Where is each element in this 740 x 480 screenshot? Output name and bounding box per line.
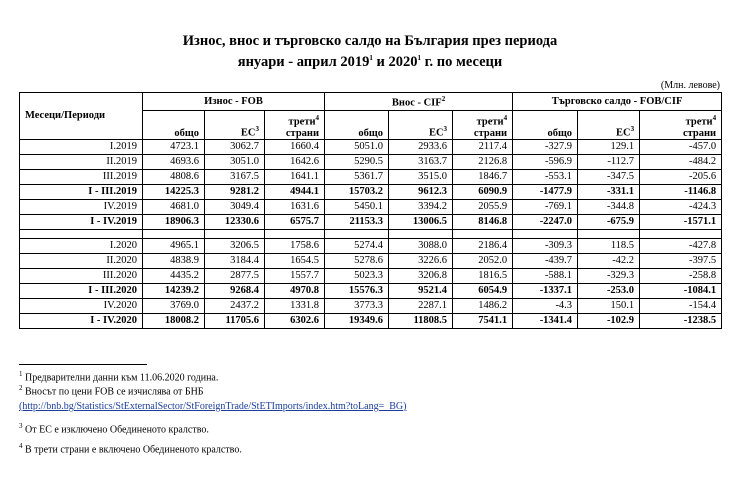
- header-row-label: Месеци/Периоди: [20, 93, 143, 140]
- header-import-sup: 2: [441, 95, 446, 103]
- footnote-3: [19, 420, 209, 436]
- table-cell: 6090.9: [453, 184, 513, 199]
- subheader-third-text-1: трети: [685, 116, 713, 128]
- table-cell: -344.8: [578, 199, 640, 214]
- table-cell: 6302.6: [265, 313, 325, 328]
- table-cell: 4723.1: [143, 139, 205, 154]
- table-cell: 3773.3: [325, 298, 389, 313]
- table-cell: 4838.9: [143, 253, 205, 268]
- table-row: [20, 253, 722, 268]
- table-cell: 5290.5: [325, 154, 389, 169]
- spacer-cell: [325, 229, 389, 238]
- subheader-export-total: [143, 110, 205, 139]
- table-cell: -327.9: [513, 139, 578, 154]
- table-cell: 9281.2: [205, 184, 265, 199]
- table-cell: 3394.2: [389, 199, 453, 214]
- row-label: II.2020: [20, 253, 143, 268]
- subheader-import-third: [453, 110, 513, 139]
- subheader-eu-text: ЕС: [240, 127, 256, 139]
- table-cell: 3163.7: [389, 154, 453, 169]
- table-cell: 7541.1: [453, 313, 513, 328]
- subheader-total-text: общо: [358, 127, 384, 139]
- table-cell: 1660.4: [265, 139, 325, 154]
- subheader-third-text-1: трети: [288, 116, 316, 128]
- header-import: [325, 93, 513, 111]
- table-cell: 1654.5: [265, 253, 325, 268]
- header-import-text: Внос - CIF: [391, 97, 442, 109]
- table-cell: 4965.1: [143, 238, 205, 253]
- row-label: I - IV.2019: [20, 214, 143, 229]
- table-cell: 15703.2: [325, 184, 389, 199]
- table-row: [20, 268, 722, 283]
- spacer-cell: [578, 229, 640, 238]
- table-cell: -439.7: [513, 253, 578, 268]
- table-row: [20, 298, 722, 313]
- table-cell: 3184.4: [205, 253, 265, 268]
- table-cell: 1758.6: [265, 238, 325, 253]
- table-cell: -205.6: [640, 169, 722, 184]
- table-cell: -4.3: [513, 298, 578, 313]
- table-row: [20, 313, 722, 328]
- header-export: Износ - FOB: [143, 93, 325, 111]
- table-cell: 1641.1: [265, 169, 325, 184]
- table-row: [20, 214, 722, 229]
- title-line-1: Износ, внос и търговско салдо на България през периода: [182, 33, 558, 49]
- table-cell: 1642.6: [265, 154, 325, 169]
- table-cell: 2437.2: [205, 298, 265, 313]
- subheader-third-sup: 4: [712, 114, 717, 122]
- spacer-cell: [143, 229, 205, 238]
- table-cell: 150.1: [578, 298, 640, 313]
- table-cell: 6054.9: [453, 283, 513, 298]
- row-label: III.2019: [20, 169, 143, 184]
- spacer-cell: [640, 229, 722, 238]
- spacer-cell: [513, 229, 578, 238]
- header-balance: Търговско салдо - FOB/CIF: [513, 93, 722, 111]
- footnote-3-text: От ЕС е изключено Обединеното кралство.: [25, 424, 209, 436]
- subheader-eu-sup: 3: [443, 125, 448, 133]
- table-cell: 5361.7: [325, 169, 389, 184]
- table-cell: 118.5: [578, 238, 640, 253]
- subheader-import-eu: [389, 110, 453, 139]
- table-cell: -1337.1: [513, 283, 578, 298]
- table-cell: 14239.2: [143, 283, 205, 298]
- spacer-cell: [453, 229, 513, 238]
- row-label: I.2020: [20, 238, 143, 253]
- table-cell: -1146.8: [640, 184, 722, 199]
- subheader-third-text-2: страни: [473, 127, 508, 139]
- trade-table: [19, 92, 722, 329]
- table-cell: -424.3: [640, 199, 722, 214]
- table-cell: -329.3: [578, 268, 640, 283]
- table-cell: 3088.0: [389, 238, 453, 253]
- table-cell: 2055.9: [453, 199, 513, 214]
- footnote-2-sup: 2: [19, 384, 23, 392]
- table-cell: 8146.8: [453, 214, 513, 229]
- table-cell: 6575.7: [265, 214, 325, 229]
- table-cell: 11808.5: [389, 313, 453, 328]
- table-cell: 2933.6: [389, 139, 453, 154]
- table-cell: -2247.0: [513, 214, 578, 229]
- footnote-separator: [19, 364, 147, 365]
- table-cell: -347.5: [578, 169, 640, 184]
- table-cell: 2287.1: [389, 298, 453, 313]
- row-label: I - III.2019: [20, 184, 143, 199]
- table-cell: 3062.7: [205, 139, 265, 154]
- row-label: III.2020: [20, 268, 143, 283]
- footnote-4: [19, 440, 242, 456]
- subheader-third-sup: 4: [503, 114, 508, 122]
- table-cell: -588.1: [513, 268, 578, 283]
- subheader-eu-sup: 3: [255, 125, 259, 133]
- subheader-balance-eu: [578, 110, 640, 139]
- table-cell: 3049.4: [205, 199, 265, 214]
- table-row: [20, 139, 722, 154]
- subheader-third-text-2: страни: [682, 127, 717, 139]
- table-cell: 1557.7: [265, 268, 325, 283]
- table-cell: 5051.0: [325, 139, 389, 154]
- table-cell: -112.7: [578, 154, 640, 169]
- title-line-2-a: януари - април 2019: [237, 53, 370, 70]
- table-cell: 4435.2: [143, 268, 205, 283]
- subheader-third-text-1: трети: [476, 116, 504, 128]
- table-cell: -675.9: [578, 214, 640, 229]
- table-row: [20, 184, 722, 199]
- table-cell: 3226.6: [389, 253, 453, 268]
- table-cell: -331.1: [578, 184, 640, 199]
- table-cell: -397.5: [640, 253, 722, 268]
- table-cell: 2052.0: [453, 253, 513, 268]
- subheader-eu-text: ЕС: [615, 127, 631, 139]
- footnote-1-sup: 1: [19, 370, 23, 378]
- table-cell: 18906.3: [143, 214, 205, 229]
- footnote-2-text: Вносът по цени FOB се изчислява от БНБ: [25, 386, 204, 398]
- table-row: [20, 283, 722, 298]
- spacer-cell: [389, 229, 453, 238]
- table-cell: 21153.3: [325, 214, 389, 229]
- subheader-total-text: общо: [547, 127, 573, 139]
- table-cell: -427.8: [640, 238, 722, 253]
- table-cell: 3051.0: [205, 154, 265, 169]
- table-cell: -102.9: [578, 313, 640, 328]
- spacer-cell: [265, 229, 325, 238]
- table-cell: 4808.6: [143, 169, 205, 184]
- row-label: II.2019: [20, 154, 143, 169]
- table-cell: 4944.1: [265, 184, 325, 199]
- table-cell: 1631.6: [265, 199, 325, 214]
- subheader-eu-sup: 3: [630, 125, 635, 133]
- table-cell: -1341.4: [513, 313, 578, 328]
- footnote-3-sup: 3: [19, 422, 23, 430]
- table-cell: 1331.8: [265, 298, 325, 313]
- table-cell: 14225.3: [143, 184, 205, 199]
- table-body: [20, 139, 722, 328]
- table-row: [20, 199, 722, 214]
- table-cell: 13006.5: [389, 214, 453, 229]
- table-cell: 9612.3: [389, 184, 453, 199]
- table-cell: 4681.0: [143, 199, 205, 214]
- table-cell: 4693.6: [143, 154, 205, 169]
- subheader-total-text: общо: [174, 127, 199, 139]
- row-label: I - IV.2020: [20, 313, 143, 328]
- table-cell: 3515.0: [389, 169, 453, 184]
- footnote-4-sup: 4: [19, 442, 23, 450]
- table-cell: 9268.4: [205, 283, 265, 298]
- title-line-2: [0, 50, 740, 71]
- subheader-balance-third: [640, 110, 722, 139]
- table-row: [20, 154, 722, 169]
- subheader-third-text-2: страни: [285, 127, 320, 139]
- table-cell: 1816.5: [453, 268, 513, 283]
- table-cell: -1238.5: [640, 313, 722, 328]
- spacer-cell: [205, 229, 265, 238]
- table-cell: 3167.5: [205, 169, 265, 184]
- table-cell: -596.9: [513, 154, 578, 169]
- row-label: I - III.2020: [20, 283, 143, 298]
- title-line-2-b: и 2020: [372, 53, 418, 70]
- table-cell: 5450.1: [325, 199, 389, 214]
- row-label: IV.2020: [20, 298, 143, 313]
- table-cell: 1486.2: [453, 298, 513, 313]
- subheader-export-eu: [205, 110, 265, 139]
- title-sup-1: 1: [369, 54, 373, 62]
- table-cell: 15576.3: [325, 283, 389, 298]
- table-cell: 4970.8: [265, 283, 325, 298]
- subheader-import-total: [325, 110, 389, 139]
- table-cell: 19349.6: [325, 313, 389, 328]
- table-cell: 5278.6: [325, 253, 389, 268]
- table-cell: -258.8: [640, 268, 722, 283]
- table-cell: 3206.5: [205, 238, 265, 253]
- table-cell: -553.1: [513, 169, 578, 184]
- table-row: [20, 238, 722, 253]
- table-cell: -154.4: [640, 298, 722, 313]
- table-cell: -42.2: [578, 253, 640, 268]
- table-cell: -769.1: [513, 199, 578, 214]
- table-cell: 5274.4: [325, 238, 389, 253]
- table-cell: -1477.9: [513, 184, 578, 199]
- table-cell: 129.1: [578, 139, 640, 154]
- table-cell: 12330.6: [205, 214, 265, 229]
- table-cell: 2117.4: [453, 139, 513, 154]
- table-cell: 2126.8: [453, 154, 513, 169]
- table-cell: 3769.0: [143, 298, 205, 313]
- table-row: [20, 169, 722, 184]
- subheader-eu-text: ЕС: [428, 127, 444, 139]
- row-label: I.2019: [20, 139, 143, 154]
- spacer-row: [20, 229, 722, 238]
- table-cell: 11705.6: [205, 313, 265, 328]
- table-cell: 1846.7: [453, 169, 513, 184]
- table-cell: 18008.2: [143, 313, 205, 328]
- title-line-2-c: г. по месеци: [420, 53, 503, 70]
- footnote-4-text: В трети страни е включено Обединеното кралство.: [25, 444, 242, 456]
- table-cell: -253.0: [578, 283, 640, 298]
- subheader-export-third: [265, 110, 325, 139]
- table-cell: -1571.1: [640, 214, 722, 229]
- footnote-1-text: Предварителни данни към 11.06.2020 година.: [25, 372, 219, 384]
- title-sup-2: 1: [417, 54, 421, 62]
- table-cell: 3206.8: [389, 268, 453, 283]
- unit-note: (Млн. левове): [660, 80, 720, 91]
- row-label: IV.2019: [20, 199, 143, 214]
- footnote-2: [19, 382, 204, 398]
- table-cell: -309.3: [513, 238, 578, 253]
- table-cell: -1084.1: [640, 283, 722, 298]
- footnote-2-link[interactable]: (http://bnb.bg/Statistics/StExternalSector/StForeignTrade/StETImports/index.htm?toLang=_BG): [19, 401, 407, 412]
- subheader-balance-total: [513, 110, 578, 139]
- table-cell: 2186.4: [453, 238, 513, 253]
- spacer-cell: [20, 229, 143, 238]
- table-cell: 2877.5: [205, 268, 265, 283]
- table-cell: 9521.4: [389, 283, 453, 298]
- table-cell: -484.2: [640, 154, 722, 169]
- subheader-third-sup: 4: [315, 114, 320, 122]
- table-cell: 5023.3: [325, 268, 389, 283]
- table-cell: -457.0: [640, 139, 722, 154]
